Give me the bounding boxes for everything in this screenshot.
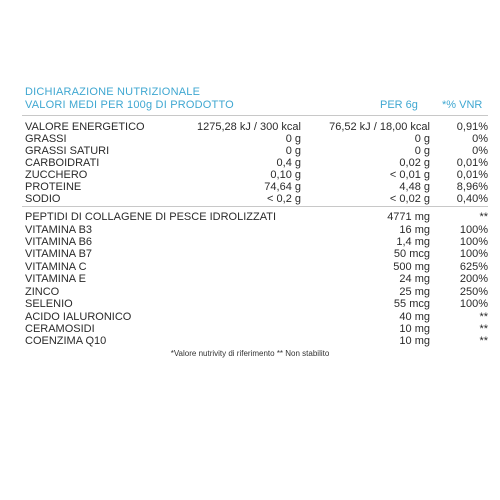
- value-per-6g: 24 mg: [399, 273, 430, 285]
- section-divider: [22, 206, 488, 207]
- value-vnr: 100%: [459, 236, 488, 248]
- value-per-6g: 40 mg: [399, 311, 430, 323]
- row-label: VITAMINA C: [25, 261, 87, 273]
- value-per-6g: 10 mg: [399, 335, 430, 347]
- row-label: VITAMINA B7: [25, 248, 93, 260]
- value-vnr: **: [479, 311, 488, 323]
- table-row: [25, 299, 488, 310]
- table-title: DICHIARAZIONE NUTRIZIONALE: [25, 86, 201, 98]
- value-per-6g: < 0,02 g: [389, 193, 430, 205]
- value-per-100g: 0,4 g: [276, 157, 301, 169]
- value-vnr: 100%: [459, 224, 488, 236]
- value-per-100g: 0,10 g: [270, 169, 301, 181]
- table-row: [25, 324, 488, 335]
- table-row: [25, 287, 488, 298]
- table-row: [25, 225, 488, 236]
- table-row: [25, 194, 488, 205]
- value-per-6g: 10 mg: [399, 323, 430, 335]
- value-vnr: **: [479, 211, 488, 223]
- row-label: VITAMINA E: [25, 273, 86, 285]
- value-per-6g: 50 mcg: [393, 248, 430, 260]
- row-label: CERAMOSIDI: [25, 323, 95, 335]
- row-label: COENZIMA Q10: [25, 335, 107, 347]
- row-label: VITAMINA B6: [25, 236, 93, 248]
- column-header-per-6g: PER 6g: [380, 99, 418, 111]
- table-row: [25, 146, 488, 157]
- table-row: [25, 237, 488, 248]
- table-row: [25, 158, 488, 169]
- row-label: ACIDO IALURONICO: [25, 311, 132, 323]
- table-row: [25, 312, 488, 323]
- value-vnr: 8,96%: [456, 181, 488, 193]
- value-per-6g: 4,48 g: [399, 181, 430, 193]
- table-row: [25, 336, 488, 347]
- table-row: [25, 134, 488, 145]
- value-per-6g: 0 g: [414, 145, 430, 157]
- value-vnr: 625%: [459, 261, 488, 273]
- value-vnr: 0,01%: [456, 169, 488, 181]
- value-per-100g: 0 g: [285, 145, 301, 157]
- value-vnr: 0%: [472, 133, 488, 145]
- value-per-6g: 25 mg: [399, 286, 430, 298]
- value-per-6g: 16 mg: [399, 224, 430, 236]
- value-vnr: 250%: [459, 286, 488, 298]
- value-per-100g: 74,64 g: [264, 181, 301, 193]
- value-per-100g: < 0,2 g: [267, 193, 301, 205]
- value-per-6g: < 0,01 g: [389, 169, 430, 181]
- value-per-6g: 0 g: [414, 133, 430, 145]
- table-row: [25, 262, 488, 273]
- value-vnr: 0,40%: [456, 193, 488, 205]
- value-vnr: 200%: [459, 273, 488, 285]
- header-divider: [22, 115, 488, 116]
- table-subtitle: VALORI MEDI PER 100g DI PRODOTTO: [25, 99, 234, 111]
- value-per-6g: 0,02 g: [399, 157, 430, 169]
- value-vnr: 0%: [472, 145, 488, 157]
- row-label: GRASSI SATURI: [25, 145, 110, 157]
- row-label: GRASSI: [25, 133, 67, 145]
- value-per-6g: 500 mg: [393, 261, 430, 273]
- row-label: ZINCO: [25, 286, 60, 298]
- footnote: *Valore nutrivity di riferimento ** Non stabilito: [170, 349, 330, 358]
- value-per-100g: 1275,28 kJ / 300 kcal: [197, 121, 301, 133]
- table-row: [25, 212, 488, 223]
- row-label: VALORE ENERGETICO: [25, 121, 145, 133]
- row-label: SELENIO: [25, 298, 73, 310]
- table-row: [25, 170, 488, 181]
- value-per-6g: 76,52 kJ / 18,00 kcal: [329, 121, 430, 133]
- row-label: SODIO: [25, 193, 61, 205]
- value-vnr: 100%: [459, 298, 488, 310]
- row-label: ZUCCHERO: [25, 169, 88, 181]
- table-row: [25, 274, 488, 285]
- column-header-vnr: *% VNR: [442, 99, 483, 111]
- value-per-6g: 55 mcg: [393, 298, 430, 310]
- value-vnr: **: [479, 335, 488, 347]
- row-label: PROTEINE: [25, 181, 82, 193]
- value-per-6g: 4771 mg: [387, 211, 430, 223]
- value-vnr: 0,01%: [456, 157, 488, 169]
- table-row: [25, 182, 488, 193]
- value-per-100g: 0 g: [285, 133, 301, 145]
- value-vnr: 100%: [459, 248, 488, 260]
- value-per-6g: 1,4 mg: [396, 236, 430, 248]
- value-vnr: 0,91%: [456, 121, 488, 133]
- row-label: VITAMINA B3: [25, 224, 93, 236]
- value-vnr: **: [479, 323, 488, 335]
- table-row: [25, 249, 488, 260]
- row-label: CARBOIDRATI: [25, 157, 100, 169]
- row-label: PEPTIDI DI COLLAGENE DI PESCE IDROLIZZATI: [25, 211, 277, 223]
- table-row: [25, 122, 488, 133]
